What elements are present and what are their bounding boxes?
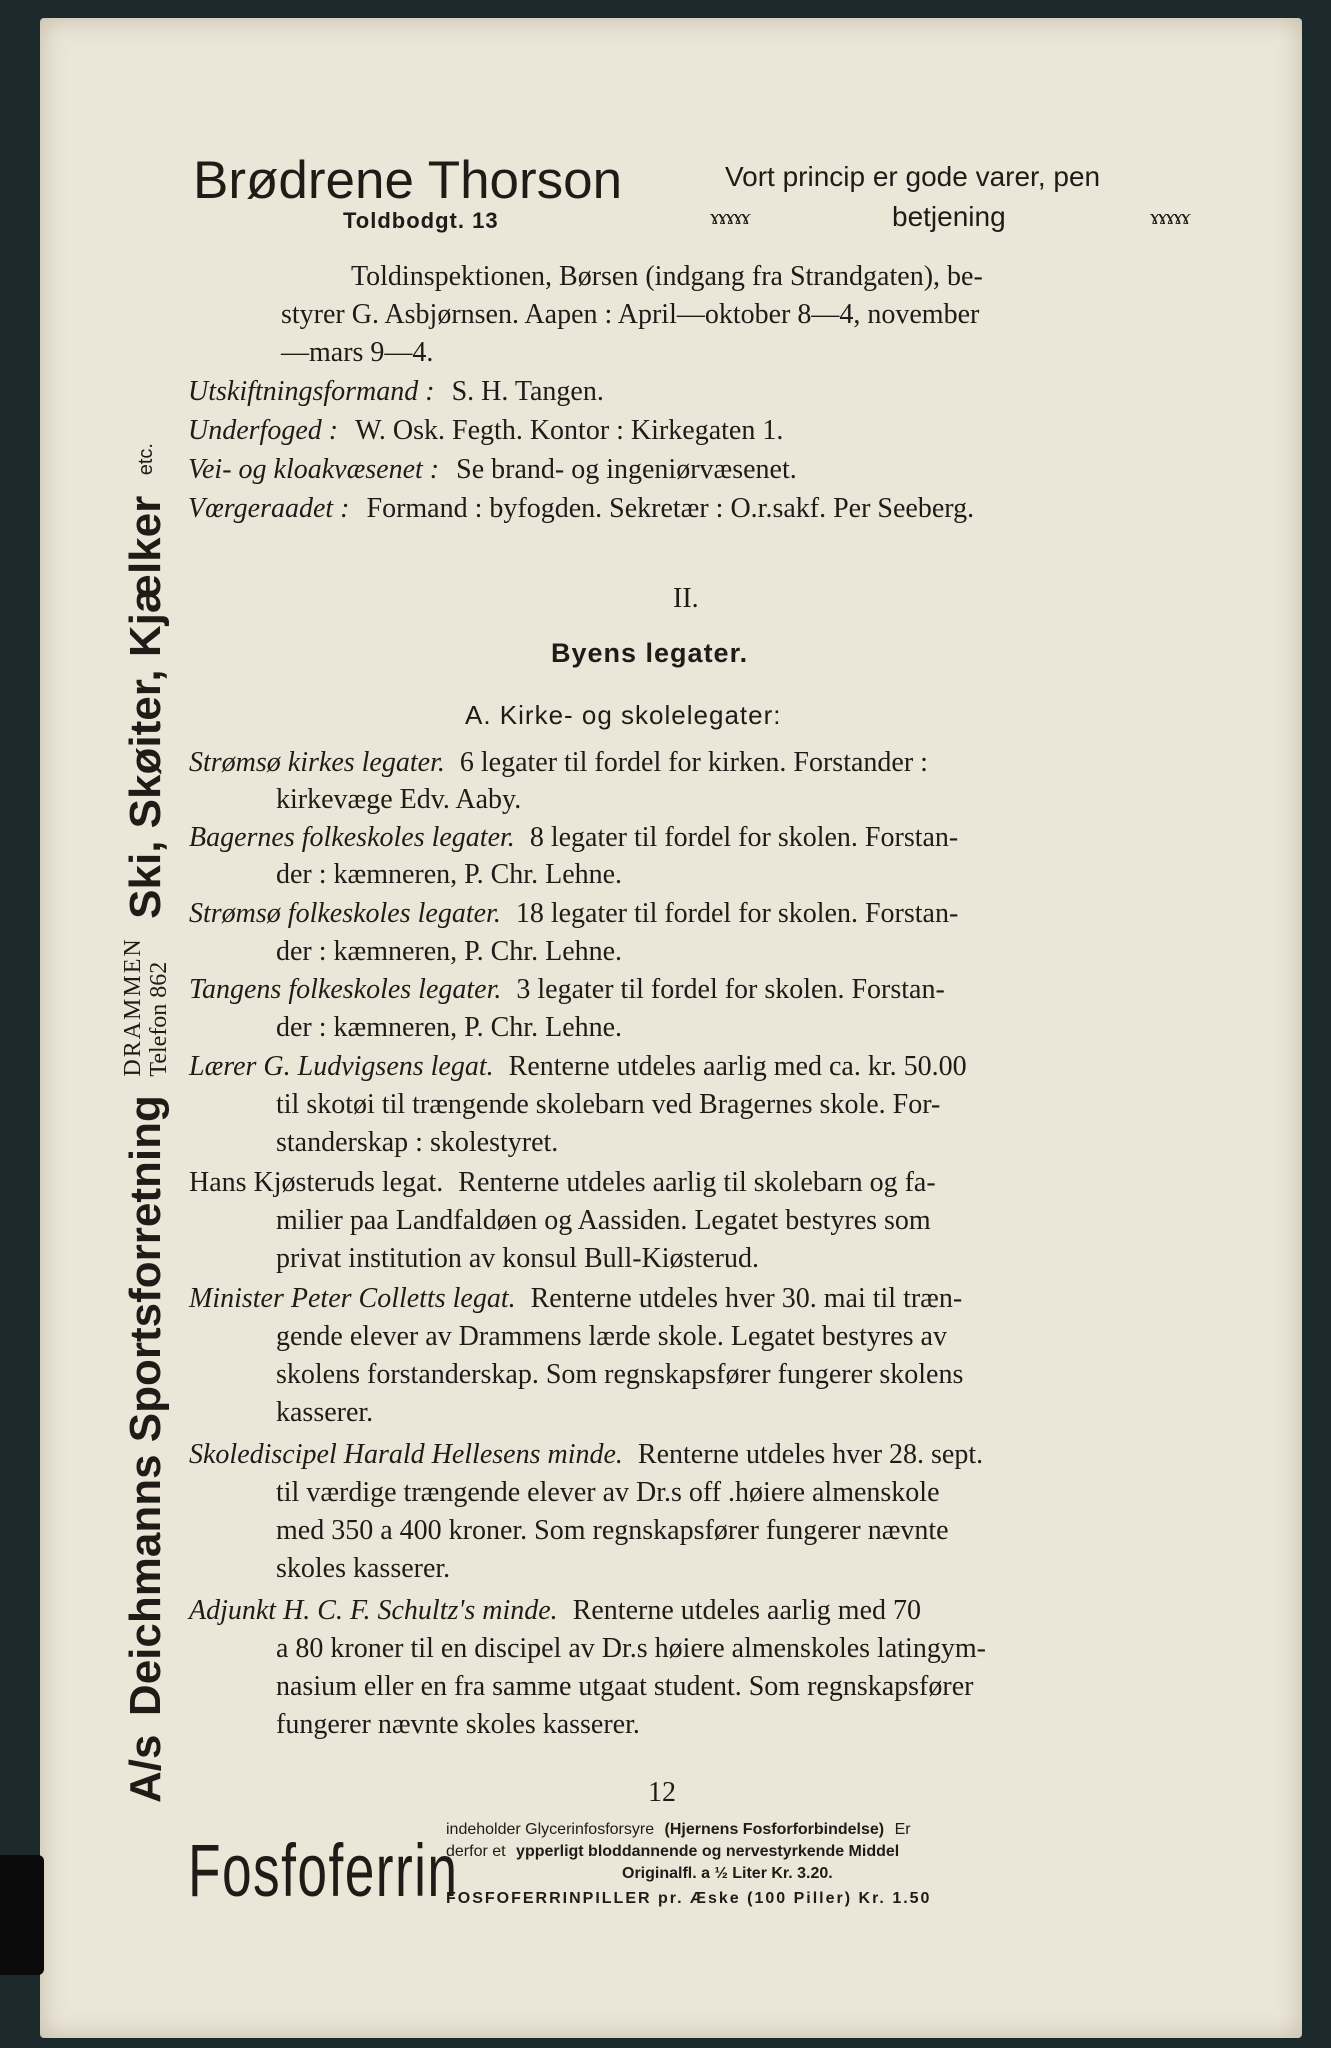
legacy-first-line (189, 1592, 921, 1630)
legacy-line: kirkevæge Edv. Aaby. (276, 784, 522, 815)
legacy-line: der : kæmneren, P. Chr. Lehne. (276, 936, 623, 967)
legacy-first-line (189, 819, 958, 857)
official-role: Vœrgeraadet : (188, 493, 350, 524)
official-text: S. H. Tangen. (451, 376, 604, 407)
footer-ad-line-4: FOSFOFERRINPILLER pr. Æske (100 Piller) Kr. 1.50 (446, 1890, 932, 1907)
legacy-line: der : kæmneren, P. Chr. Lehne. (276, 1012, 623, 1043)
legacy-line: milier paa Landfaldøen og Aassiden. Legatet bestyres som (276, 1205, 931, 1236)
footer-ad-text: indeholder Glycerinfosforsyre (446, 1821, 655, 1838)
legacy-line: fungerer nævnte skoles kasserer. (276, 1709, 640, 1740)
official-role: Underfoged : (188, 415, 339, 446)
footer-ad-text: (Hjernens Fosforforbindelse) (664, 1821, 885, 1838)
official-text: Se brand- og ingeniørvæsenet. (456, 454, 797, 485)
side-ad-city: DRAMMEN (120, 937, 146, 1077)
legacy-line: a 80 kroner til en discipel av Dr.s høiere almenskoles latingym- (276, 1633, 986, 1664)
legacy-text: Renterne utdeles aarlig med 70 (572, 1595, 922, 1626)
legacy-line: skolens forstanderskap. Som regnskapsfører fungerer skolens (276, 1359, 964, 1390)
ornament-right: ɤɤɤɤɤ (1150, 204, 1189, 229)
intro-line-2: styrer G. Asbjørnsen. Aapen : April—oktober 8—4, november (281, 299, 980, 330)
section-title: Byens legater. (551, 638, 749, 668)
legacy-text: 6 legater til fordel for kirken. Forstander : (459, 747, 928, 778)
legacy-text: 8 legater til fordel for skolen. Forstan- (529, 822, 959, 853)
footer-ad-text: ypperligt bloddannende og nervestyrkende Middel (516, 1843, 900, 1860)
official-row (188, 451, 797, 489)
legacy-first-line (189, 971, 945, 1009)
section-subtitle: A. Kirke- og skolelegater: (465, 700, 782, 730)
motto-line-2: betjening (892, 201, 1006, 232)
firm-address: Toldbodgt. 13 (343, 208, 499, 233)
intro-line-1: Toldinspektionen, Børsen (indgang fra Strandgaten), be- (351, 261, 983, 292)
legacy-first-line (189, 1164, 936, 1202)
footer-ad-line-2 (446, 1843, 899, 1861)
legacy-text: 18 legater til fordel for skolen. Forstan- (515, 898, 959, 929)
legacy-line: med 350 a 400 kroner. Som regnskapsfører fungerer nævnte (276, 1515, 949, 1546)
official-text: Formand : byfogden. Sekretær : O.r.sakf. Per Seeberg. (366, 493, 975, 524)
legacy-line: kasserer. (276, 1397, 374, 1428)
legacy-name: Adjunkt H. C. F. Schultz's minde. (189, 1595, 558, 1626)
side-ad-company: Deichmanns Sportsforretning (121, 1095, 170, 1717)
legacy-text: 3 legater til fordel for skolen. Forstan- (516, 974, 945, 1005)
binding-tab (0, 1855, 44, 1975)
legacy-first-line (189, 744, 928, 782)
legacy-text: Renterne utdeles aarlig til skolebarn og fa- (458, 1167, 936, 1198)
legacy-name: Lærer G. Ludvigsens legat. (189, 1051, 494, 1082)
official-row (188, 373, 604, 411)
legacy-line: gende elever av Drammens lærde skole. Legatet bestyres av (276, 1321, 947, 1352)
side-ad-etc: etc. (134, 443, 157, 476)
official-role: Vei- og kloakvæsenet : (188, 454, 440, 485)
official-role: Utskiftningsformand : (188, 376, 435, 407)
motto-line-1: Vort princip er gode varer, pen (725, 161, 1101, 192)
footer-ad-line-1 (446, 1821, 911, 1839)
legacy-first-line (189, 1280, 962, 1318)
page-number: 12 (648, 1777, 676, 1808)
legacy-line: til værdige trængende elever av Dr.s off .høiere almenskole (276, 1477, 940, 1508)
official-row (188, 490, 974, 528)
legacy-name: Bagernes folkeskoles legater. (189, 822, 515, 853)
legacy-name: Minister Peter Colletts legat. (189, 1283, 516, 1314)
legacy-name: Hans Kjøsteruds legat. (189, 1167, 444, 1198)
legacy-name: Strømsø folkeskoles legater. (189, 898, 501, 929)
legacy-line: nasium eller en fra samme utgaat student. Som regnskapsfører (276, 1671, 974, 1702)
side-ad-goods: Ski, Skøiter, Kjælker (121, 495, 170, 919)
legacy-first-line (189, 895, 958, 933)
intro-line-3: —mars 9—4. (281, 337, 434, 368)
official-text: W. Osk. Fegth. Kontor : Kirkegaten 1. (355, 415, 784, 446)
legacy-name: Tangens folkeskoles legater. (189, 974, 502, 1005)
legacy-line: standerskap : skolestyret. (276, 1127, 559, 1158)
firm-name: Brødrene Thorson (193, 151, 623, 210)
side-ad-location (120, 937, 172, 1076)
ornament-left: ɤɤɤɤɤ (710, 204, 749, 229)
footer-ad-text: derfor et (446, 1843, 506, 1860)
section-number: II. (673, 583, 699, 614)
legacy-line: skoles kasserer. (276, 1553, 451, 1584)
legacy-line: til skotøi til trængende skolebarn ved Bragernes skole. For- (276, 1089, 941, 1120)
side-ad-phone: Telefon 862 (146, 961, 172, 1077)
footer-ad-line-3: Originalfl. a ½ Liter Kr. 3.20. (622, 1865, 833, 1882)
official-row (188, 412, 783, 450)
legacy-first-line (189, 1436, 983, 1474)
legacy-text: Renterne utdeles hver 28. sept. (637, 1439, 984, 1470)
book-page (40, 18, 1302, 2038)
legacy-first-line (189, 1048, 967, 1086)
side-ad-prefix: A/s (121, 1734, 170, 1803)
fosfoferrin-logo: Fosfoferrin (188, 1829, 459, 1912)
side-advertisement (120, 443, 172, 1803)
footer-ad-text: Er (894, 1821, 911, 1838)
legacy-line: privat institution av konsul Bull-Kiøsterud. (276, 1243, 759, 1274)
legacy-text: Renterne utdeles hver 30. mai til træn- (530, 1283, 963, 1314)
legacy-name: Skolediscipel Harald Hellesens minde. (189, 1439, 623, 1470)
legacy-text: Renterne utdeles aarlig med ca. kr. 50.00 (508, 1051, 967, 1082)
legacy-line: der : kæmneren, P. Chr. Lehne. (276, 859, 623, 890)
legacy-name: Strømsø kirkes legater. (189, 747, 445, 778)
